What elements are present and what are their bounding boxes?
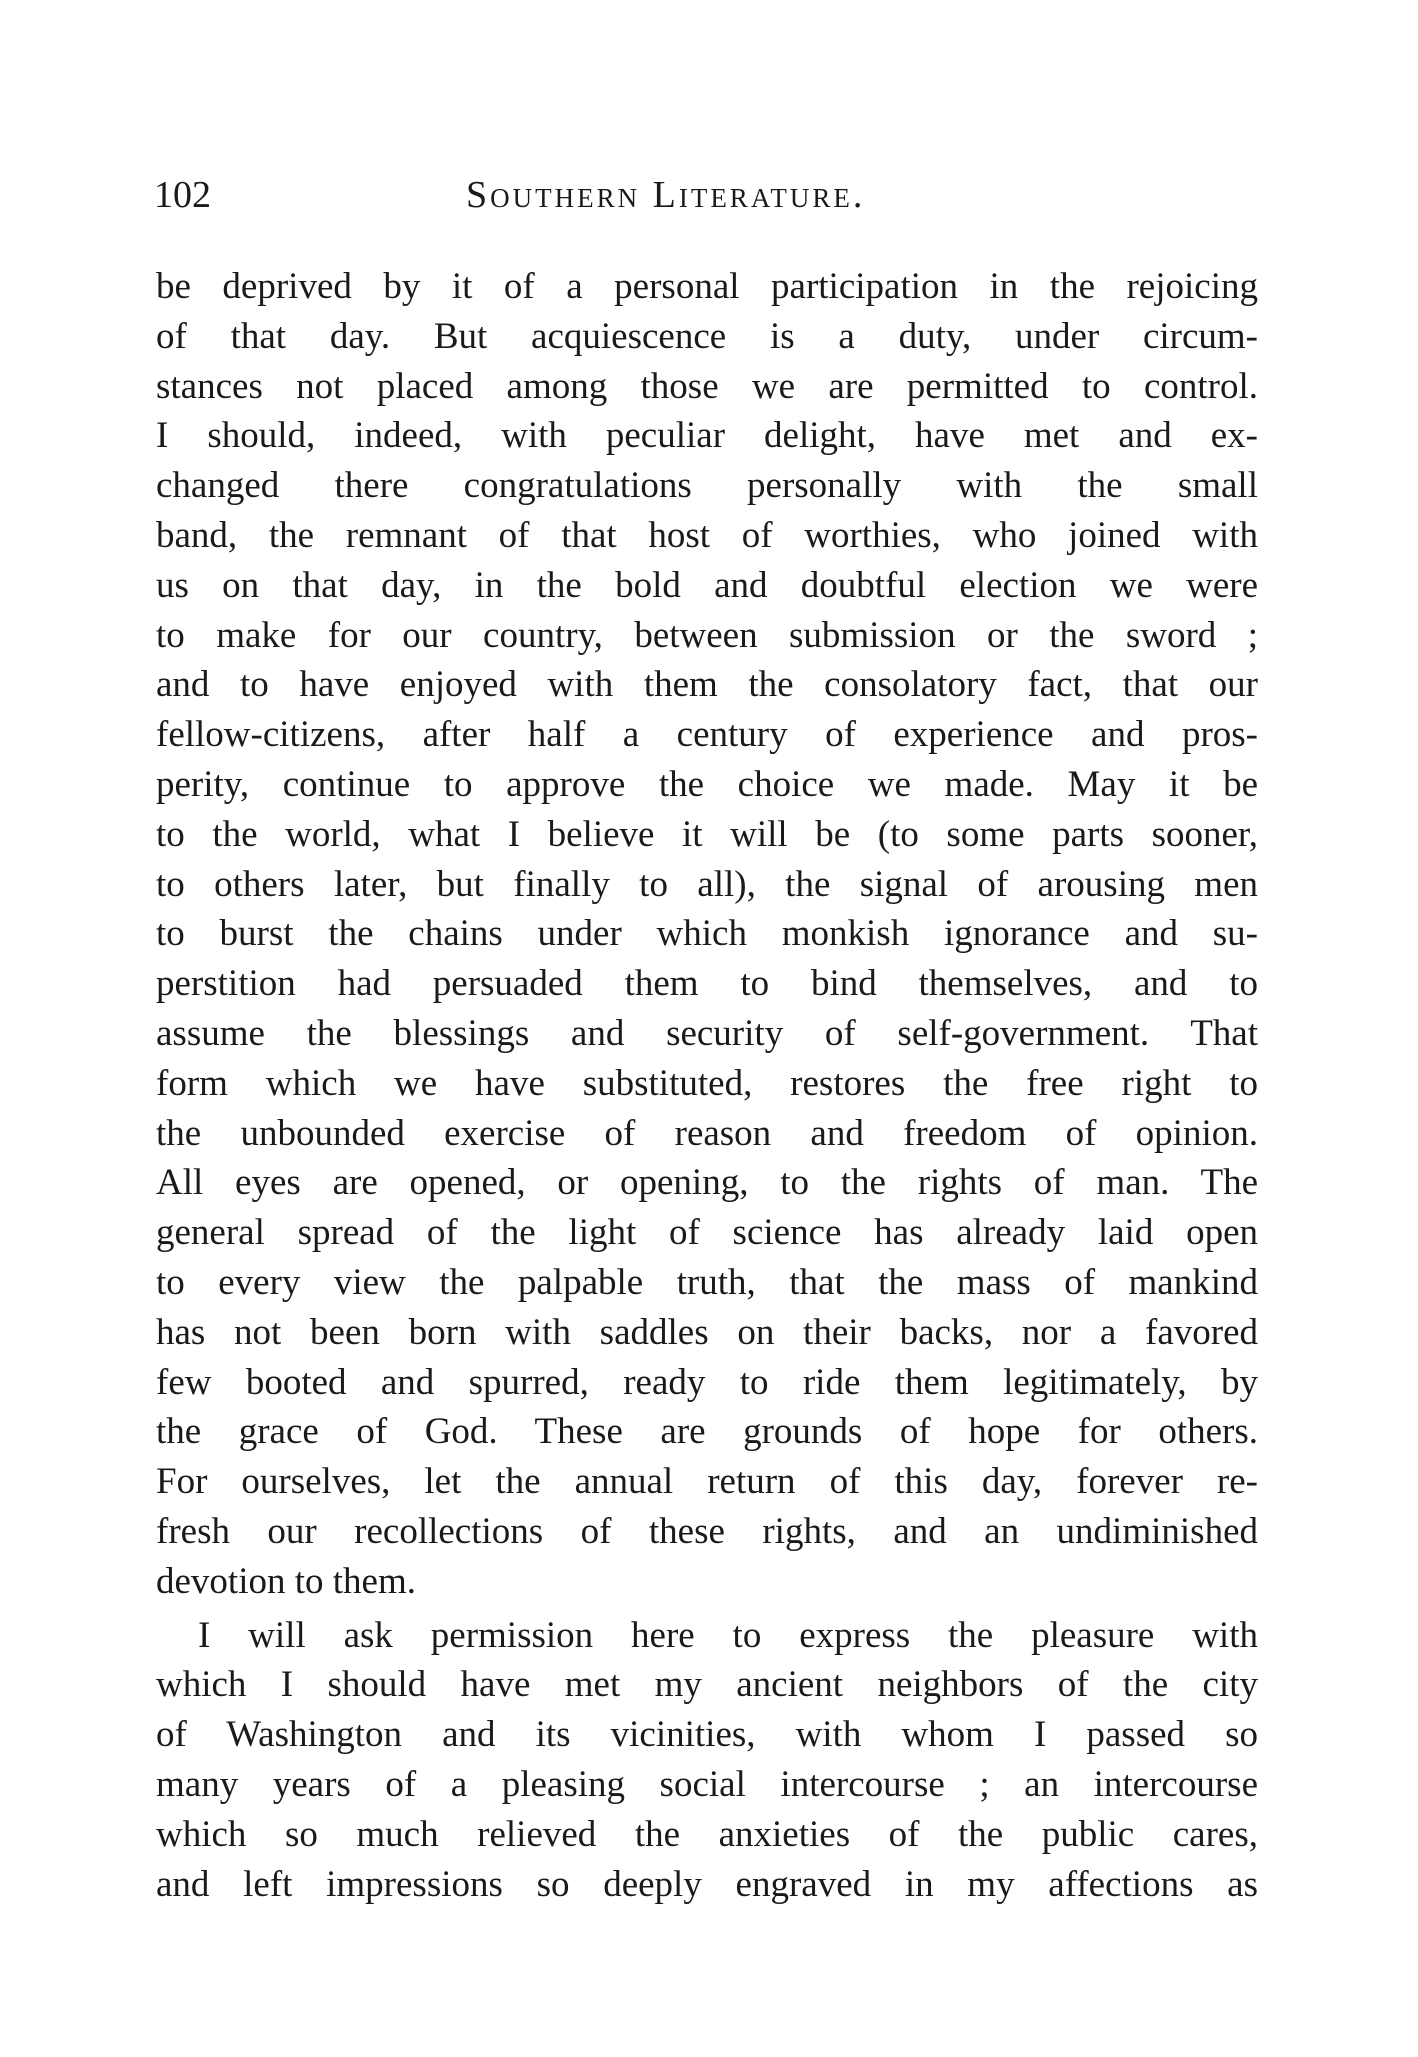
- text-line: general spread of the light of science has already laid open: [156, 1212, 1258, 1254]
- text-line: to make for our country, between submission or the sword ;: [156, 614, 1258, 656]
- text-line: stances not placed among those we are permitted to control.: [156, 365, 1258, 407]
- text-line: which so much relieved the anxieties of the public cares,: [156, 1813, 1258, 1855]
- text-line: of Washington and its vicinities, with whom I passed so: [156, 1714, 1258, 1756]
- text-line: the unbounded exercise of reason and freedom of opinion.: [156, 1112, 1258, 1154]
- page-number: 102: [154, 174, 211, 216]
- text-line: few booted and spurred, ready to ride them legitimately, by: [156, 1361, 1258, 1403]
- text-line: I should, indeed, with peculiar delight, have met and ex-: [156, 415, 1258, 457]
- text-line: us on that day, in the bold and doubtful election we were: [156, 564, 1258, 606]
- text-line: to others later, but finally to all), the signal of arousing men: [156, 863, 1258, 905]
- running-head: [154, 170, 1254, 220]
- text-line: has not been born with saddles on their backs, nor a favored: [156, 1311, 1258, 1353]
- text-line: changed there congratulations personally with the small: [156, 465, 1258, 507]
- body-text: [156, 262, 1258, 1909]
- text-line: of that day. But acquiescence is a duty, under circum-: [156, 315, 1258, 357]
- text-line: to every view the palpable truth, that the mass of mankind: [156, 1261, 1258, 1303]
- paragraph-2: [156, 1611, 1258, 1910]
- text-line: I will ask permission here to express the pleasure with: [198, 1614, 1258, 1656]
- text-line: the grace of God. These are grounds of hope for others.: [156, 1411, 1258, 1453]
- text-line: and to have enjoyed with them the consolatory fact, that our: [156, 664, 1258, 706]
- text-line: many years of a pleasing social intercourse ; an intercourse: [156, 1763, 1258, 1805]
- text-line: fresh our recollections of these rights, and an undiminished: [156, 1510, 1258, 1552]
- text-line: to the world, what I believe it will be (to some parts sooner,: [156, 813, 1258, 855]
- text-line: All eyes are opened, or opening, to the rights of man. The: [156, 1162, 1258, 1204]
- text-line: form which we have substituted, restores the free right to: [156, 1062, 1258, 1104]
- text-line: which I should have met my ancient neighbors of the city: [156, 1664, 1258, 1706]
- text-line: devotion to them.: [156, 1560, 416, 1602]
- running-title: Southern Literature.: [466, 174, 866, 216]
- text-line: perity, continue to approve the choice we made. May it be: [156, 763, 1258, 805]
- text-line: and left impressions so deeply engraved in my affections as: [156, 1863, 1258, 1905]
- text-line: to burst the chains under which monkish ignorance and su-: [156, 913, 1258, 955]
- text-line: assume the blessings and security of self-government. That: [156, 1012, 1258, 1054]
- text-line: band, the remnant of that host of worthies, who joined with: [156, 514, 1258, 556]
- text-line: be deprived by it of a personal participation in the rejoicing: [156, 266, 1258, 307]
- text-line: fellow-citizens, after half a century of experience and pros-: [156, 714, 1258, 756]
- text-line: perstition had persuaded them to bind themselves, and to: [156, 963, 1258, 1005]
- paragraph-1: [156, 262, 1258, 1607]
- text-line: For ourselves, let the annual return of this day, forever re-: [156, 1461, 1258, 1503]
